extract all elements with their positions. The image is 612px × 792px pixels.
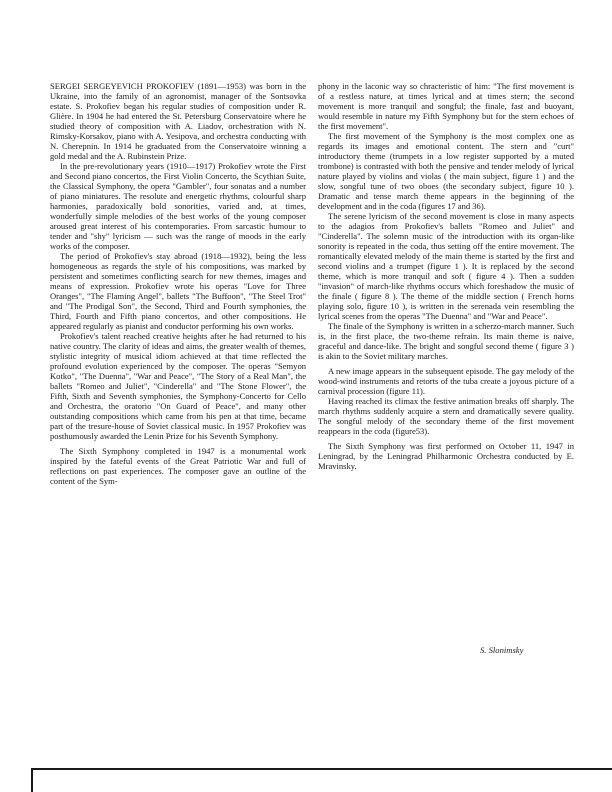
- bottom-border-frame: [31, 768, 612, 792]
- body-paragraph: A new image appears in the subsequent episode. The gay melody of the wood-wind instruments and retorts of the tuba create a joyous picture of a carnival procession (figure 11).: [318, 366, 574, 396]
- left-text-column: [50, 81, 306, 486]
- body-paragraph: The Sixth Symphony was first performed on October 11, 1947 in Leningrad, by the Leningrad Philharmonic Orchestra conducted by E. Mravinsky.: [318, 441, 574, 471]
- body-paragraph: In the pre-revolutionary years (1910—1917) Prokofiev wrote the First and Second piano concertos, the First Violin Concerto, the Scythian Suite, the Classical Symphony, the opera "Gambler", four sonatas and a number of piano miniatures. The resolute and energetic rhythms, colourful sharp harmonies, paradoxically bold sonorities, varied and, at times, wonderfully simple melodies of the best works of the young composer aroused great interest of his contemporaries. From sarcastic humour to tender and "shy" lyricism — such was the range of moods in the early works of the composer.: [50, 161, 306, 251]
- body-paragraph: phony in the laconic way so chracteristic of him: "The first movement is of a restless nature, at times lyrical and at times stern; the second movement is more tranquil and songful; the finale, fast and buoyant, would resemble in nature my Fifth Symphony but for the stern echoes of the first movement".: [318, 81, 574, 131]
- right-text-column: [318, 81, 574, 471]
- body-paragraph: Having reached its climax the festive animation breaks off sharply. The march rhythms suddenly acquire a stern and dramatically severe quality. The songful melody of the secondary theme of the first movement reappears in the coda (figure53).: [318, 396, 574, 436]
- body-paragraph: The Sixth Symphony completed in 1947 is a monumental work inspired by the fateful events of the Great Patriotic War and full of reflections on past experiences. The composer gave an outline of the content of the Sym-: [50, 446, 306, 486]
- body-paragraph: The period of Prokofiev's stay abroad (1918—1932), being the less homogeneous as regards the style of his compositions, was marked by persistent and sometimes conflicting search for new themes, images and means of expression. Prokofiev wrote his operas "Love for Three Oranges", "The Flaming Angel", ballets "The Buffoon", "The Steel Trot" and "The Prodigal Son", the Second, Third and Fourth symphonies, the Third, Fourth and Fifth piano concertos, and other compositions. He appeared regularly as pianist and conductor performing his own works.: [50, 251, 306, 331]
- body-paragraph: The first movement of the Symphony is the most complex one as regards its images and emotional content. The stern and "curt" introductory theme (trumpets in a low register supported by a muted trombone) is contrasted with both the pensive and tender melody of lyrical nature played by violins and violas ( the main subject, figure 1 ) and the slow, songful tune of two oboes (the secondary subject, figure 10 ). Dramatic and tense march theme appears in the beginning of the development and in the coda (figures 17 and 36).: [318, 131, 574, 211]
- body-paragraph: The finale of the Symphony is written in a scherzo-march manner. Such is, in the first place, the two-theme refrain. Its main theme is naive, graceful and dance-like. The bright and songful second theme ( figure 3 ) is akin to the Soviet military marches.: [318, 321, 574, 361]
- intro-paragraph: SERGEI SERGEYEVICH PROKOFIEV (1891—1953) was born in the Ukraine, into the family of an agronomist, manager of the Sontsovka estate. S. Prokofiev began his regular studies of composition under R. Glière. In 1904 he had entered the St. Petersburg Conservatoire where he studied theory of composition with A. Liadov, orchestration with N. Rimsky-Korsakov, piano with A. Yesipova, and orchestra conducting with N. Cherepnin. In 1914 he graduated from the Conservatoire winning a gold medal and the A. Rubinstein Prize.: [50, 81, 306, 161]
- body-paragraph: Prokofiev's talent reached creative heights after he had returned to his native country. The clarity of ideas and aims, the greater wealth of themes, stylistic integrity of musical idiom achieved at that time reflected the profound evolution experienced by the composer. The operas "Semyon Kotko", "The Duenna", "War and Peace", "The Story of a Real Man", the ballets "Romeo and Juliet", "Cinderella" and "The Stone Flower", the Fifth, Sixth and Seventh symphonies, the Symphony-Concerto for Cello and Orchestra, the oratorio "On Guard of Peace", and many other outstanding compositions which came from his pen at that time, became part of the tresure-house of Soviet classical music. In 1957 Prokofiev was posthumously awarded the Lenin Prize for his Seventh Symphony.: [50, 331, 306, 441]
- body-paragraph: The serene lyricism of the second movement is close in many aspects to the adagios from Prokofiev's ballets "Romeo and Juliet" and "Cinderella". The solemn music of the introduction with its organ-like sonority is repeated in the coda, thus setting off the entire movement. The romantically elevated melody of the main theme is started by the first and second violins and a trumpet (figure 1 ). It is replaced by the second theme, which is more tranquil and soft ( figure 4 ). Then a sudden "invasion" of march-like rhythms occurs which foreshadow the music of the finale ( figure 8 ). The theme of the middle section ( French horns playing solo, figure 10 ), is written in the serenada vein resembling the lyrical scenes from the operas "The Duenna" and "War and Peace".: [318, 211, 574, 321]
- author-signature: S. Slonimsky: [480, 645, 524, 655]
